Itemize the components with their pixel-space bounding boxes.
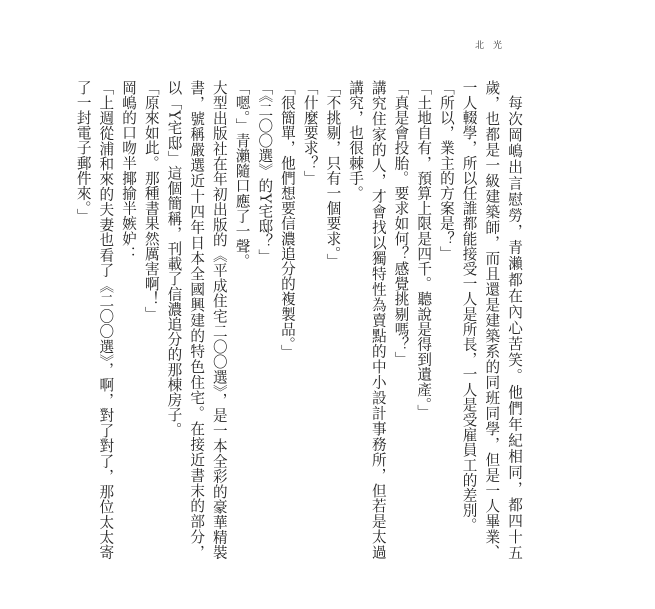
paragraph: 每次岡嶋出言慰勞，青瀨都在內心苦笑。他們年紀相同，都四十五歲，也都是一級建築師，而且還是建築系的同班同學，但是一人畢業、一人輟學，所以任誰都能接受一人是所長，一人是受雇員工的差別。 — [460, 80, 523, 560]
paragraph: 「土地自有，預算上限是四千。聽說是得到遺產。」 — [415, 80, 433, 420]
paragraph: 講究住家的人，才會找以獨特性為賣點的中小設計事務所，但若是太過講究，也很棘手。 — [347, 80, 387, 560]
paragraph: 岡嶋的口吻半揶揄半嫉妒： — [120, 80, 138, 262]
paragraph: 「所以，業主的方案是？」 — [437, 80, 455, 262]
paragraph: 「原來如此。那種書果然厲害啊！」 — [142, 80, 160, 322]
paragraph: 大型出版社在年初出版的《平成住宅二〇〇選》，是一本全彩的豪華精裝書，號稱嚴選近十四年日本全國興建的特色住宅。在接近書末的部分，以「Y宅邸」這個簡稱，刊載了信濃追分的那棟房子。 — [165, 80, 228, 560]
paragraph: 「嗯。」青瀨隨口應了一聲。 — [233, 80, 251, 269]
paragraph: 「什麼要求？」 — [301, 80, 319, 186]
running-head: 北 光 — [475, 41, 505, 51]
paragraph: 「真是會投胎。要求如何？感覺挑剔嗎？」 — [392, 80, 410, 367]
paragraph: 「《二〇〇選》的Y宅邸？」 — [256, 80, 274, 265]
paragraph: 「上週從浦和來的夫妻也看了《二〇〇選》，啊，對了對了，那位太太寄了一封電子郵件來。」 — [74, 80, 115, 560]
page-body — [74, 80, 525, 560]
paragraph: 「很簡單，他們想要信濃追分的複製品。」 — [278, 80, 296, 360]
paragraph: 「不挑剔，只有一個要求。」 — [324, 80, 342, 269]
